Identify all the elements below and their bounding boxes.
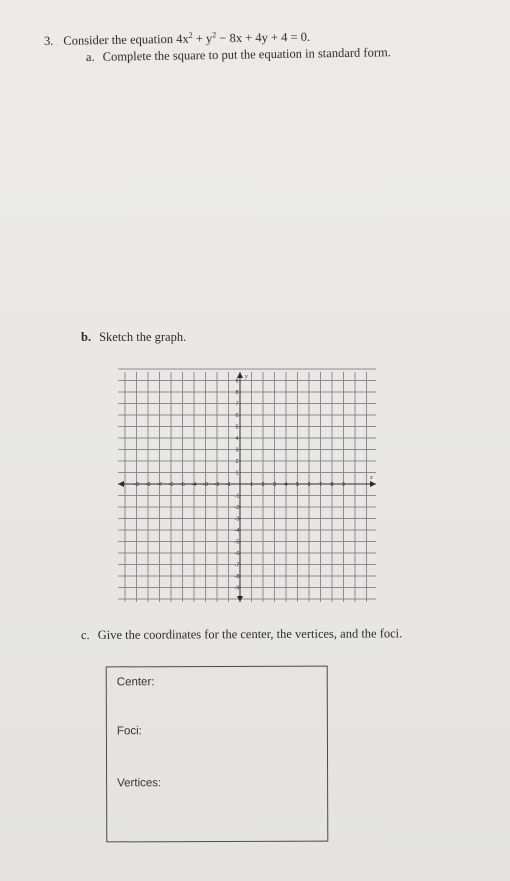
y-tick-label: -2 [234,505,240,511]
y-tick-label: -7 [234,562,240,569]
center-label: Center: [116,676,155,689]
x-tick-label: -1 [226,482,231,488]
y-tick-label: 7 [235,401,239,408]
vertices-label: Vertices: [117,777,162,790]
y-axis-arrow-icon [237,372,243,378]
y-tick-label: -5 [234,539,240,546]
y-tick-label: 2 [235,459,239,465]
x-tick-label: 1 [249,482,254,488]
part-a-label: a. [85,49,95,64]
x-tick-label: -7 [157,482,162,488]
x-tick-label: 7 [318,482,323,488]
y-tick-label: -9 [234,585,240,592]
y-tick-label: -4 [234,528,240,534]
y-tick-label: 3 [235,447,239,454]
part-b-text: Sketch the graph. [99,330,187,344]
y-tick-label: 4 [235,436,239,442]
problem-number: 3. [43,33,54,48]
y-tick-label: -3 [234,516,240,523]
x-tick-label: -4 [191,482,197,488]
x-tick-label: 6 [307,482,311,488]
foci-label: Foci: [116,725,142,738]
part-c-label: c. [80,627,90,642]
x-tick-label: 3 [272,482,277,488]
problem-statement [44,29,310,49]
part-b [81,330,186,345]
x-tick-label: -2 [214,482,220,488]
y-axis-label: y [245,374,248,380]
y-tick-label: 1 [235,470,239,477]
x-tick-label: 8 [330,482,334,488]
y-tick-label: 8 [235,390,239,396]
y-tick-label: -6 [234,551,240,557]
x-axis-arrow-icon [370,481,376,487]
x-tick-label: -5 [180,482,185,488]
x-tick-label: 2 [261,482,265,488]
y-tick-label: 9 [235,378,239,385]
part-c [81,626,402,643]
part-b-label: b. [81,330,92,344]
part-a [86,45,391,65]
x-axis-left-arrow-icon [118,481,124,487]
statement-prefix: Consider the equation [63,31,177,48]
x-axis-label: x [370,475,373,481]
equation: $4x^2 + y^2 - 8x + 4y + 4 = 0$. [176,29,311,46]
part-a-text: Complete the square to put the equation in standard form. [102,45,391,64]
x-tick-label: -9 [134,482,139,488]
y-tick-label: -1 [234,493,240,500]
x-tick-label: 4 [284,482,288,488]
x-tick-label: -6 [168,482,174,488]
x-tick-label: 5 [295,482,300,488]
part-c-text: Give the coordinates for the center, the vertices, and the foci. [97,626,403,642]
y-tick-label: 5 [235,424,239,431]
answer-box [106,666,329,843]
coordinate-grid [116,368,380,604]
x-tick-label: 9 [341,482,346,488]
y-tick-label: 6 [235,413,239,419]
x-tick-label: -8 [145,482,151,488]
y-tick-label: -8 [234,574,240,580]
x-tick-label: -3 [203,482,208,488]
